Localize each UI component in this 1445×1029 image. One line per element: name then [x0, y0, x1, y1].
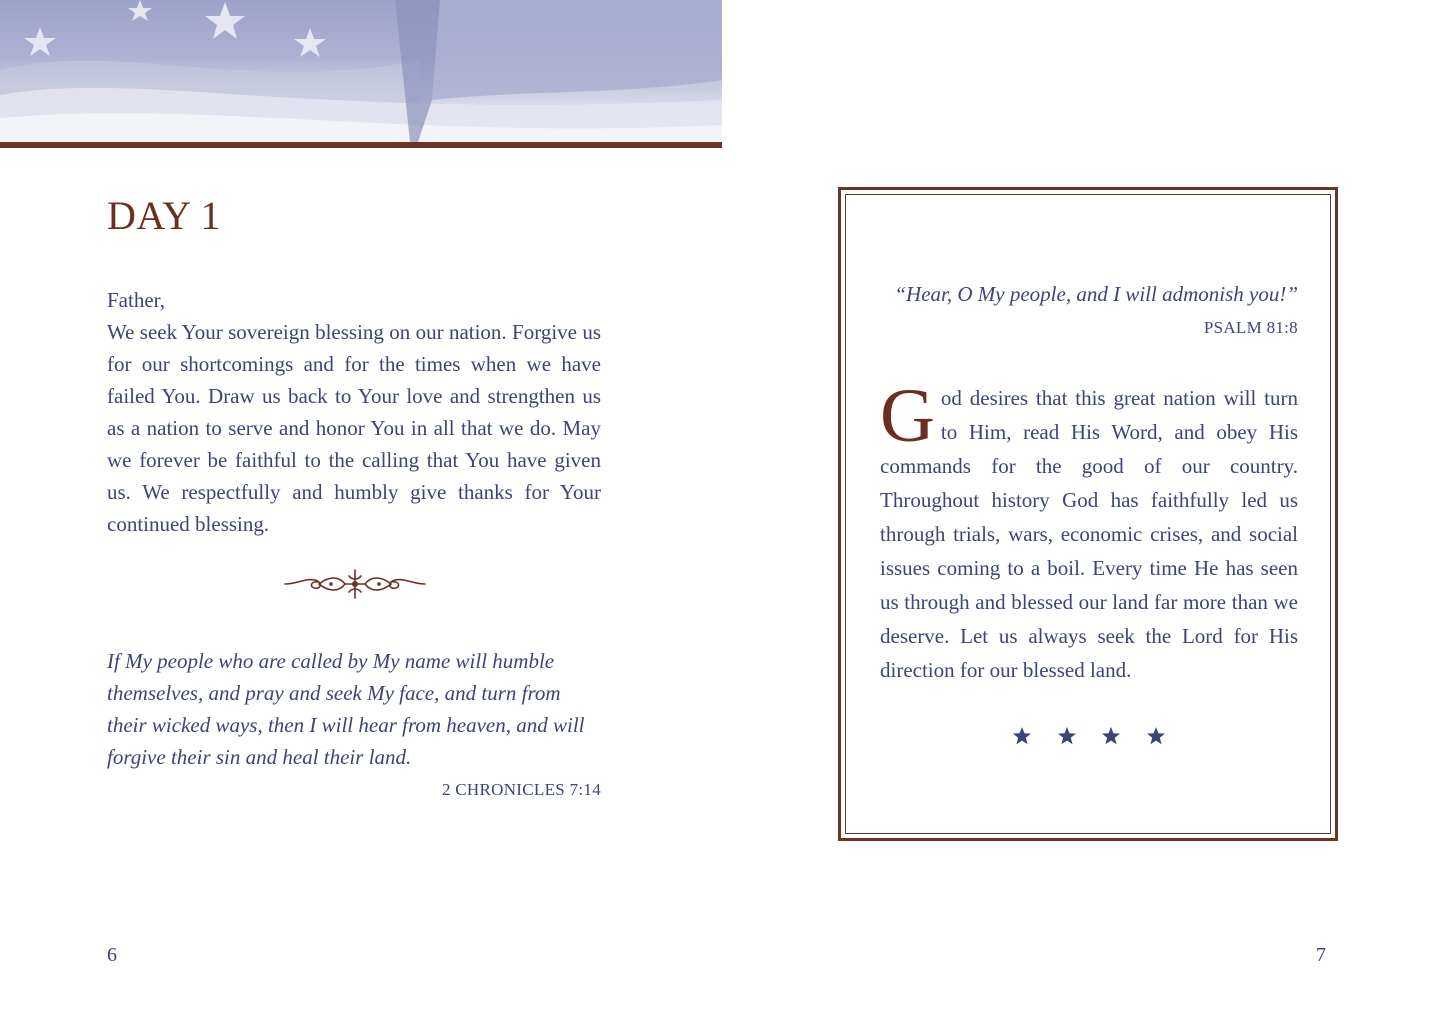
- flourish-ornament-icon: [283, 566, 427, 602]
- drop-cap: G: [880, 374, 935, 458]
- devotion-text: od desires that this great nation will turn to Him, read His Word, and obey His commands for the good of our country. Throughout history God has faithfully led us through trials, wars, economic crises, and social issues coming to a boil. Every time He has seen us through and blessed our land far more than we deserve. Let us always seek the Lord for His direction for our blessed land.: [880, 386, 1298, 682]
- flag-illustration: [0, 0, 722, 142]
- day-title: DAY 1: [107, 193, 222, 238]
- star-icon: [1057, 726, 1077, 746]
- star-divider: [1012, 722, 1166, 750]
- page-number-right: 7: [1316, 944, 1326, 966]
- scripture-reference: 2 CHRONICLES 7:14: [441, 780, 601, 799]
- banner-rule: [0, 142, 722, 148]
- star-icon: [1146, 726, 1166, 746]
- star-icon: [1012, 726, 1032, 746]
- flag-banner-image: [0, 0, 722, 142]
- prayer-paragraph: [107, 284, 601, 540]
- epigraph-quote: “Hear, O My people, and I will admonish you!”: [894, 282, 1298, 306]
- prayer-salutation: Father,: [107, 288, 166, 312]
- star-icon: [1101, 726, 1121, 746]
- prayer-body: We seek Your sovereign blessing on our nation. Forgive us for our shortcomings and for the times when we have failed You. Draw us back to Your love and strengthen us as a nation to serve and honor You in all that we do. May we forever be faithful to the calling that You have given us. We respectfully and humbly give thanks for Your continued blessing.: [107, 320, 601, 536]
- epigraph-reference: PSALM 81:8: [1203, 318, 1298, 337]
- scripture-verse: If My people who are called by My name will humble themselves, and pray and seek My face, and turn from their wicked ways, then I will hear from heaven, and will forgive their sin and heal their land.: [107, 649, 585, 769]
- page-number-left: 6: [107, 944, 117, 966]
- devotion-paragraph: [880, 374, 1298, 687]
